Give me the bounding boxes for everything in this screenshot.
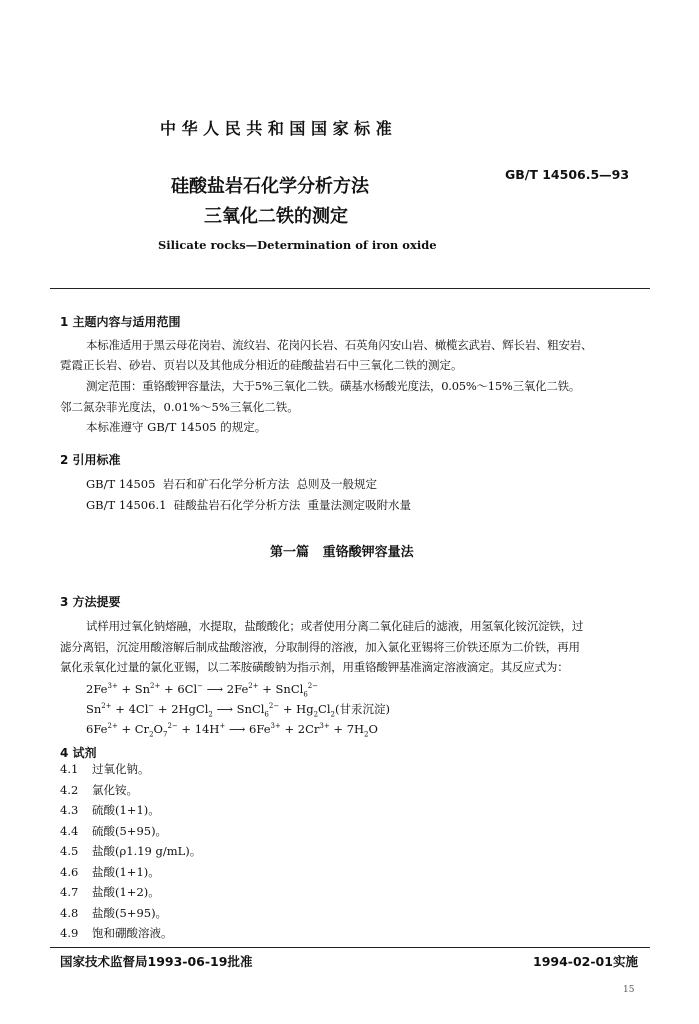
section1-para1-line1: 本标准适用于黑云母花岗岩、流纹岩、花岗闪长岩、石英角闪安山岩、橄榄玄武岩、辉长岩、粗安岩、 — [86, 338, 593, 352]
section3-heading: 3 方法提要 — [60, 595, 121, 609]
section1-para2-line2: 邻二氮杂菲光度法，0.01%～5%三氧化二铁。 — [60, 400, 299, 414]
section2-heading: 2 引用标准 — [60, 453, 121, 467]
effective-date: 1994-02-01实施 — [533, 954, 638, 969]
english-title: Silicate rocks—Determination of iron oxide — [158, 238, 437, 252]
standard-code: GB/T 14506.5—93 — [505, 167, 630, 182]
part1-heading: 第一篇 重铬酸钾容量法 — [270, 545, 414, 560]
national-standard-heading: 中 华 人 民 共 和 国 国 家 标 准 — [160, 119, 392, 138]
section3-line2: 滤分离铝，沉淀用酸溶解后制成盐酸溶液，分取制得的溶液，加入氯化亚锡将三价铁还原为二价铁，再用 — [60, 640, 580, 654]
reaction-equation-1: $2Fe^{3+} + Sn^{2+} + 6Cl^-$ ⟶ $2Fe^{2+}$ + SnCl$_6^{2-}$ — [86, 682, 319, 699]
reagent-text: 盐酸(5+95)。 — [92, 906, 168, 920]
reference-item: GB/T 14506.1 硅酸盐岩石化学分析方法 重量法测定吸附水量 — [86, 498, 412, 512]
section3-line3: 氯化汞氧化过量的氯化亚锡，以二苯胺磺酸钠为指示剂，用重铬酸钾基准滴定溶液滴定。其反应式为： — [60, 660, 569, 674]
reagent-number: 4.9 — [60, 926, 79, 940]
reagent-number: 4.5 — [60, 844, 79, 858]
footer-rule — [50, 947, 650, 948]
reference-item: GB/T 14505 岩石和矿石化学分析方法 总则及一般规定 — [86, 477, 378, 491]
approval-date: 国家技术监督局1993-06-19批准 — [60, 954, 253, 969]
reagent-text: 盐酸(1+1)。 — [92, 865, 160, 879]
reagent-number: 4.2 — [60, 783, 79, 797]
reagent-number: 4.7 — [60, 885, 79, 899]
reagent-number: 4.4 — [60, 824, 79, 838]
section1-para2-line1: 测定范围：重铬酸钾容量法，大于5%三氧化二铁。磺基水杨酸光度法，0.05%～15%三氧化二铁。 — [86, 379, 581, 393]
reagent-text: 硫酸(1+1)。 — [92, 803, 160, 817]
reagent-text: 过氧化钠。 — [92, 762, 150, 776]
reagent-text: 氯化铵。 — [92, 783, 138, 797]
reagent-number: 4.6 — [60, 865, 79, 879]
section3-line1: 试样用过氧化钠熔融，水提取，盐酸酸化；或者使用分离二氧化硅后的滤液，用氢氧化铵沉淀铁，过 — [86, 619, 584, 633]
reagent-text: 盐酸(ρ1.19 g/mL)。 — [92, 844, 202, 858]
section1-para3: 本标准遵守 GB/T 14505 的规定。 — [86, 420, 267, 434]
standard-title-line2: 三氧化二铁的测定 — [204, 206, 348, 227]
reagent-text: 硫酸(5+95)。 — [92, 824, 168, 838]
reagent-number: 4.1 — [60, 762, 79, 776]
header-rule — [50, 288, 650, 289]
section1-para1-line2: 霓霞正长岩、砂岩、页岩以及其他成分相近的硅酸盐岩石中三氧化二铁的测定。 — [60, 358, 463, 372]
reagent-number: 4.3 — [60, 803, 79, 817]
reaction-equation-2: $Sn^{2+} + 4Cl^-$ + 2HgCl$_2$ ⟶ SnCl$_6^{2-}$ + $Hg_2Cl_2$(甘汞沉淀) — [86, 702, 390, 719]
section1-heading: 1 主题内容与适用范围 — [60, 315, 181, 329]
reagent-text: 盐酸(1+2)。 — [92, 885, 160, 899]
reagent-number: 4.8 — [60, 906, 79, 920]
standard-title-line1: 硅酸盐岩石化学分析方法 — [171, 176, 369, 197]
reagent-text: 饱和硼酸溶液。 — [92, 926, 173, 940]
section4-heading: 4 试剂 — [60, 746, 97, 760]
reaction-equation-3: $6Fe^{2+} + Cr_2O_7^{2-} + 14H^+$ ⟶ $6Fe^{3+} + 2Cr^{3+} + 7H_2O$ — [86, 722, 378, 739]
page-number: 15 — [623, 985, 635, 995]
